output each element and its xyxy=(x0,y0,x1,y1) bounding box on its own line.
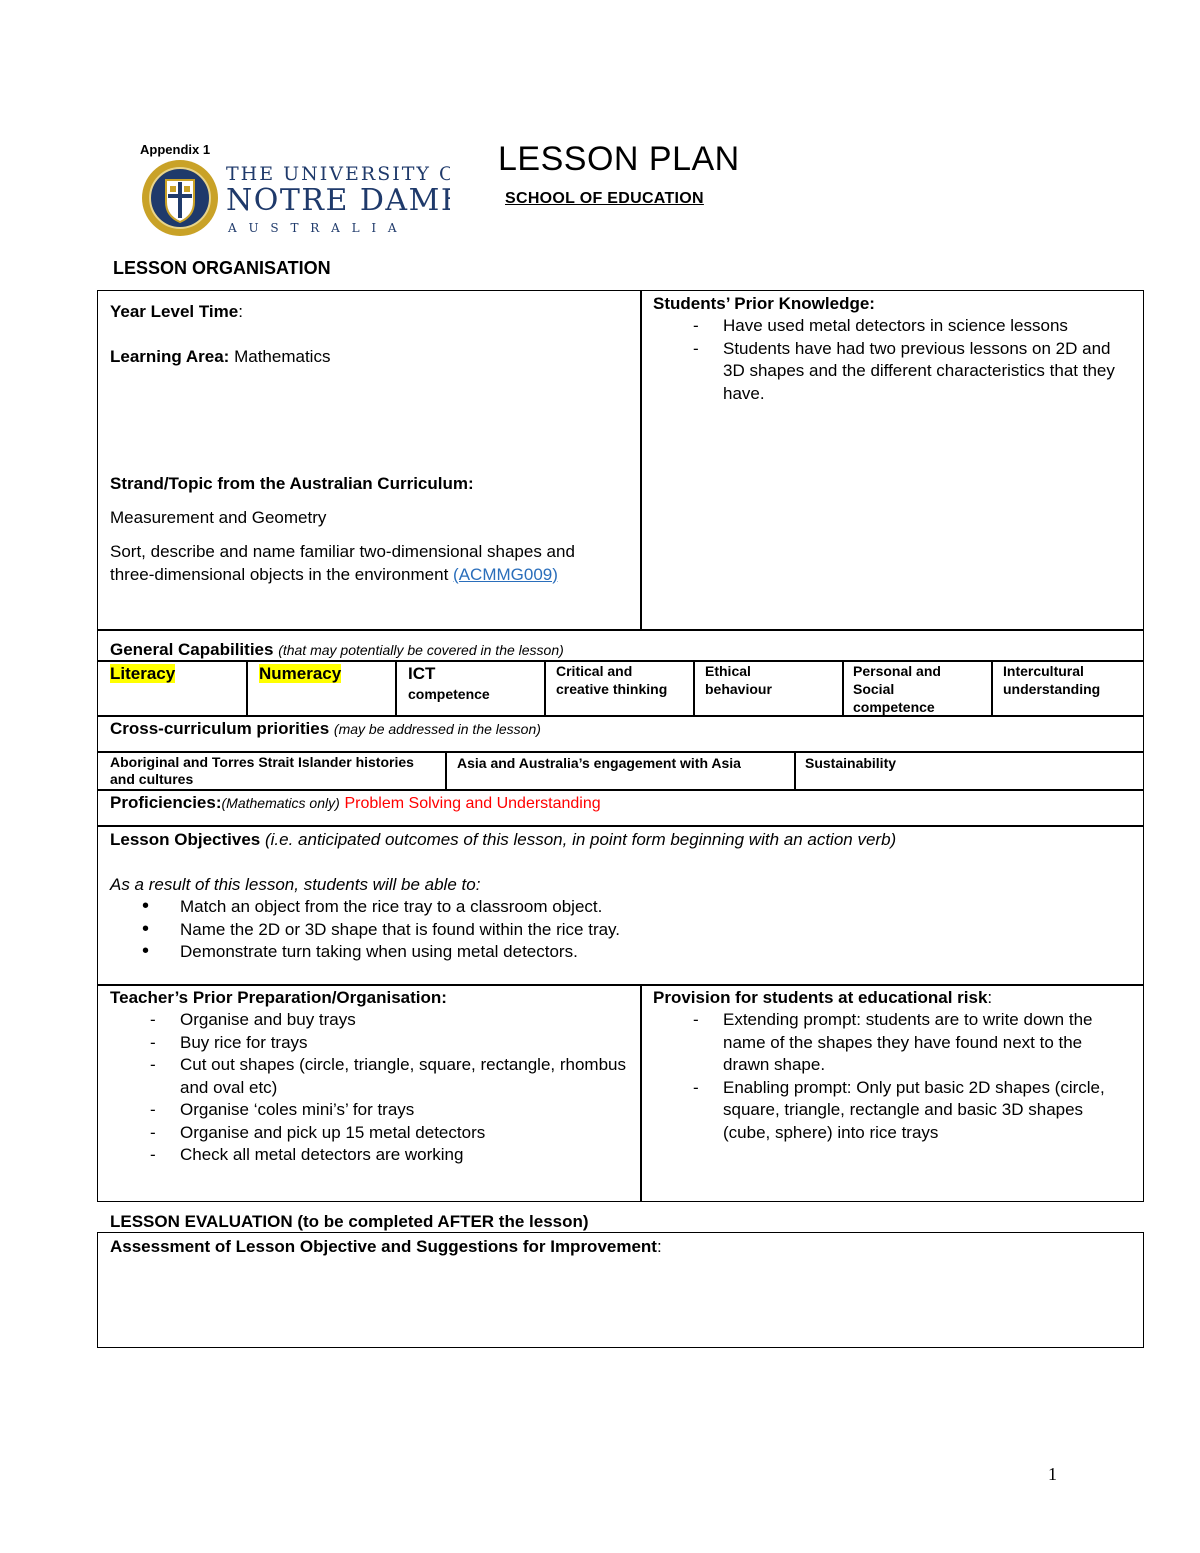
objectives-intro: As a result of this lesson, students will be able to: xyxy=(110,875,481,894)
cross-curriculum-label: Cross-curriculum priorities xyxy=(110,719,330,738)
cross-curriculum-header xyxy=(110,718,1130,741)
capability-ethical-behaviour: Ethical behaviour xyxy=(705,663,772,697)
objectives-list xyxy=(110,896,1110,964)
priority-sustainability: Sustainability xyxy=(805,755,897,771)
provision-list xyxy=(653,1009,1133,1144)
list-item: - Organise and buy trays xyxy=(110,1009,630,1032)
prior-knowledge-list xyxy=(653,315,1133,405)
list-item: • Demonstrate turn taking when using metal detectors. xyxy=(110,941,1110,964)
logo-line-1: THE UNIVERSITY OF xyxy=(226,163,450,185)
objectives-note: (i.e. anticipated outcomes of this lesson, in point form beginning with an action verb) xyxy=(264,830,897,849)
section-heading-evaluation: LESSON EVALUATION (to be completed AFTER the lesson) xyxy=(110,1212,589,1231)
preparation-label: Teacher’s Prior Preparation/Organisation: xyxy=(110,988,447,1007)
capability-personal-social: Personal and Social competence xyxy=(853,663,941,715)
learning-area-label: Learning Area: xyxy=(110,347,230,366)
objectives-label: Lesson Objectives xyxy=(110,830,261,849)
provision-label: Provision for students at educational risk xyxy=(653,988,988,1007)
proficiencies-value: Problem Solving and Understanding xyxy=(344,795,601,812)
objectives-header xyxy=(110,829,1130,852)
learning-area-value: Mathematics xyxy=(234,347,331,366)
strand-value: Measurement and Geometry xyxy=(110,508,327,527)
evaluation-header: Assessment of Lesson Objective and Suggestions for Improvement: xyxy=(110,1237,662,1256)
cross-curriculum-note: (may be addressed in the lesson) xyxy=(333,721,541,737)
page-number: 1 xyxy=(1048,1464,1057,1484)
capabilities-label: General Capabilities xyxy=(110,640,274,659)
capability-numeracy: Numeracy xyxy=(259,664,342,683)
list-item: - Organise ‘coles mini’s’ for trays xyxy=(110,1099,630,1122)
priority-asia: Asia and Australia’s engagement with Asia xyxy=(457,755,741,771)
list-item: - Cut out shapes (circle, triangle, square, rectangle, rhombus and oval etc) xyxy=(110,1054,630,1099)
provision-header: Provision for students at educational risk: xyxy=(653,988,993,1007)
list-item: - Buy rice for trays xyxy=(110,1032,630,1055)
section-heading-organisation: LESSON ORGANISATION xyxy=(113,258,331,278)
university-logo xyxy=(140,158,450,238)
appendix-label: Appendix 1 xyxy=(140,142,211,157)
descriptor-text: Sort, describe and name familiar two-dimensional shapes and three-dimensional objects in the environment xyxy=(110,542,575,584)
prior-knowledge-label: Students’ Prior Knowledge: xyxy=(653,294,875,313)
capabilities-note: (that may potentially be covered in the lesson) xyxy=(278,642,564,658)
list-item: - Enabling prompt: Only put basic 2D shapes (circle, square, triangle, rectangle and basic 3D shapes (cube, sphere) into rice trays xyxy=(653,1077,1133,1145)
list-item: - Organise and pick up 15 metal detectors xyxy=(110,1122,630,1145)
evaluation-label: Assessment of Lesson Objective and Suggestions for Improvement xyxy=(110,1237,657,1256)
list-item: - Students have had two previous lessons on 2D and 3D shapes and the different characteristics that they have. xyxy=(653,338,1133,406)
year-level-field: Year Level Time: xyxy=(110,302,243,321)
capability-critical-thinking: Critical and creative thinking xyxy=(556,663,668,697)
university-crest-icon xyxy=(140,158,450,238)
capability-intercultural: Intercultural understanding xyxy=(1003,663,1101,697)
curriculum-descriptor xyxy=(110,541,615,586)
page-subtitle: SCHOOL OF EDUCATION xyxy=(505,190,704,207)
list-item: • Match an object from the rice tray to a classroom object. xyxy=(110,896,1110,919)
proficiencies-row xyxy=(110,792,1130,816)
descriptor-code-link[interactable]: (ACMMG009) xyxy=(453,564,558,584)
capability-ict-competence: competence xyxy=(408,686,490,702)
list-item: - Have used metal detectors in science lessons xyxy=(653,315,1133,338)
capability-ict: ICT xyxy=(408,664,436,683)
year-level-label: Year Level Time xyxy=(110,302,239,321)
proficiencies-note: (Mathematics only) xyxy=(221,795,340,811)
logo-line-2: NOTRE DAME xyxy=(226,183,450,218)
priority-aboriginal: Aboriginal and Torres Strait Islander histories and cultures xyxy=(110,754,414,787)
learning-area-field xyxy=(110,346,630,369)
general-capabilities-header xyxy=(110,639,1130,661)
logo-line-3: A U S T R A L I A xyxy=(228,221,401,235)
list-item: - Extending prompt: students are to write down the name of the shapes they have found next to the drawn shape. xyxy=(653,1009,1133,1077)
list-item: • Name the 2D or 3D shape that is found within the rice tray. xyxy=(110,919,1110,942)
proficiencies-label: Proficiencies: xyxy=(110,793,222,812)
page-title: LESSON PLAN xyxy=(498,140,740,178)
list-item: - Check all metal detectors are working xyxy=(110,1144,630,1167)
capability-literacy: Literacy xyxy=(110,664,176,683)
strand-label: Strand/Topic from the Australian Curriculum: xyxy=(110,474,474,493)
preparation-list xyxy=(110,1009,630,1167)
